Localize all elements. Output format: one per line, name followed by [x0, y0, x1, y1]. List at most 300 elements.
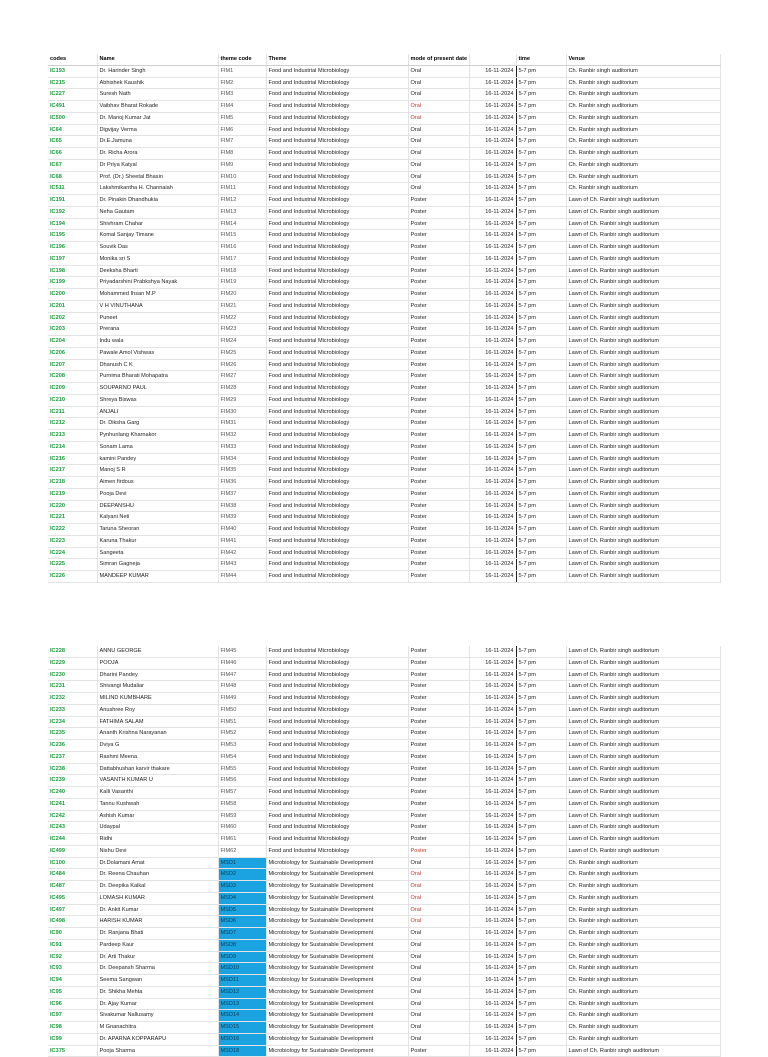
theme-code-cell: FIM10 [218, 171, 266, 183]
code-cell: IC222 [48, 524, 97, 536]
code-cell: IC203 [48, 324, 97, 336]
table-row [48, 524, 720, 536]
code-cell: IC92 [48, 951, 97, 963]
name-cell: Ashish Kumar [97, 810, 218, 822]
time-cell: 5-7 pm [516, 65, 566, 77]
theme-code-cell: FIM36 [218, 477, 266, 489]
name-cell: V H VINUTHANA [97, 300, 218, 312]
theme-cell: Food and Industrial Microbiology [266, 312, 408, 324]
mode-cell: Poster [408, 681, 469, 693]
name-cell: Abhishek Kaushik [97, 77, 218, 89]
date-cell: 16-11-2024 [469, 646, 516, 657]
date-cell: 16-11-2024 [469, 124, 516, 136]
table-row [48, 206, 720, 218]
name-cell: FATHIMA SALAM [97, 716, 218, 728]
mode-cell: Oral [408, 963, 469, 975]
time-cell: 5-7 pm [516, 892, 566, 904]
venue-cell: Ch. Ranbir singh auditorium [566, 159, 720, 171]
theme-cell: Food and Industrial Microbiology [266, 547, 408, 559]
name-cell: Prof. (Dr.) Sheetal Bhasin [97, 171, 218, 183]
code-cell: IC484 [48, 869, 97, 881]
mode-cell: Poster [408, 453, 469, 465]
venue-cell: Lawn of Ch. Ranbir singh auditorium [566, 477, 720, 489]
venue-cell: Ch. Ranbir singh auditorium [566, 183, 720, 195]
schedule-table [48, 54, 721, 583]
theme-cell: Food and Industrial Microbiology [266, 359, 408, 371]
date-cell: 16-11-2024 [469, 371, 516, 383]
theme-cell: Food and Industrial Microbiology [266, 242, 408, 254]
name-cell: ANJALI [97, 406, 218, 418]
code-cell: IC100 [48, 857, 97, 869]
mode-cell: Poster [408, 787, 469, 799]
theme-cell: Microbiology for Sustainable Development [266, 857, 408, 869]
time-cell: 5-7 pm [516, 230, 566, 242]
theme-cell: Food and Industrial Microbiology [266, 798, 408, 810]
theme-code-cell: MSD2 [218, 869, 266, 881]
name-cell: Dr. APARNA KOPPARAPU [97, 1033, 218, 1045]
venue-cell: Lawn of Ch. Ranbir singh auditorium [566, 218, 720, 230]
date-cell: 16-11-2024 [469, 500, 516, 512]
theme-code-cell: FIM44 [218, 571, 266, 583]
code-cell: IC202 [48, 312, 97, 324]
code-cell: IC231 [48, 681, 97, 693]
date-cell: 16-11-2024 [469, 693, 516, 705]
date-cell: 16-11-2024 [469, 810, 516, 822]
date-cell: 16-11-2024 [469, 1022, 516, 1034]
mode-cell: Poster [408, 218, 469, 230]
theme-cell: Food and Industrial Microbiology [266, 218, 408, 230]
code-cell: IC243 [48, 822, 97, 834]
venue-cell: Ch. Ranbir singh auditorium [566, 1010, 720, 1022]
name-cell: Rashmi Meena [97, 751, 218, 763]
table-row [48, 300, 720, 312]
mode-cell: Poster [408, 669, 469, 681]
date-cell: 16-11-2024 [469, 418, 516, 430]
time-cell: 5-7 pm [516, 312, 566, 324]
name-cell: Lakshmikantha H. Channaiah [97, 183, 218, 195]
table-row [48, 242, 720, 254]
code-cell: IC487 [48, 881, 97, 893]
theme-code-cell: MSD13 [218, 998, 266, 1010]
theme-cell: Microbiology for Sustainable Development [266, 1022, 408, 1034]
name-cell: Purnima Bharati Mohapatra [97, 371, 218, 383]
time-cell: 5-7 pm [516, 171, 566, 183]
time-cell: 5-7 pm [516, 289, 566, 301]
code-cell: IC498 [48, 916, 97, 928]
name-cell: Pooja Devi [97, 488, 218, 500]
table-row [48, 77, 720, 89]
mode-cell: Poster [408, 406, 469, 418]
time-cell: 5-7 pm [516, 242, 566, 254]
theme-code-cell: FIM1 [218, 65, 266, 77]
header-time: time [516, 54, 566, 65]
table-row [48, 963, 720, 975]
theme-cell: Microbiology for Sustainable Development [266, 928, 408, 940]
table-row [48, 265, 720, 277]
table-row [48, 834, 720, 846]
name-cell: Shreya Biswas [97, 394, 218, 406]
code-cell: IC511 [48, 183, 97, 195]
name-cell: Dhanush C K [97, 359, 218, 371]
theme-code-cell: FIM6 [218, 124, 266, 136]
table-row [48, 230, 720, 242]
name-cell: Komal Sanjay Timane [97, 230, 218, 242]
theme-cell: Food and Industrial Microbiology [266, 512, 408, 524]
time-cell: 5-7 pm [516, 324, 566, 336]
table-row [48, 347, 720, 359]
table-row [48, 704, 720, 716]
venue-cell: Ch. Ranbir singh auditorium [566, 986, 720, 998]
table-row [48, 881, 720, 893]
theme-code-cell: FIM28 [218, 383, 266, 395]
date-cell: 16-11-2024 [469, 253, 516, 265]
date-cell: 16-11-2024 [469, 681, 516, 693]
time-cell: 5-7 pm [516, 881, 566, 893]
theme-code-cell: MSD6 [218, 916, 266, 928]
theme-code-cell: FIM55 [218, 763, 266, 775]
theme-code-cell: FIM15 [218, 230, 266, 242]
table-row [48, 136, 720, 148]
code-cell: IC208 [48, 371, 97, 383]
date-cell: 16-11-2024 [469, 89, 516, 101]
venue-cell: Ch. Ranbir singh auditorium [566, 951, 720, 963]
venue-cell: Lawn of Ch. Ranbir singh auditorium [566, 845, 720, 857]
theme-code-cell: FIM38 [218, 500, 266, 512]
table-row [48, 312, 720, 324]
time-cell: 5-7 pm [516, 728, 566, 740]
table-row [48, 512, 720, 524]
table-row [48, 559, 720, 571]
date-cell: 16-11-2024 [469, 728, 516, 740]
table-row [48, 65, 720, 77]
theme-cell: Microbiology for Sustainable Development [266, 881, 408, 893]
venue-cell: Ch. Ranbir singh auditorium [566, 1022, 720, 1034]
table-row [48, 441, 720, 453]
name-cell: Dharini Pandey [97, 669, 218, 681]
code-cell: IC195 [48, 230, 97, 242]
theme-cell: Microbiology for Sustainable Development [266, 916, 408, 928]
code-cell: IC227 [48, 89, 97, 101]
code-cell: IC213 [48, 430, 97, 442]
table-row [48, 159, 720, 171]
table-row [48, 430, 720, 442]
venue-cell: Lawn of Ch. Ranbir singh auditorium [566, 300, 720, 312]
venue-cell: Ch. Ranbir singh auditorium [566, 136, 720, 148]
theme-cell: Food and Industrial Microbiology [266, 488, 408, 500]
theme-code-cell: FIM59 [218, 810, 266, 822]
venue-cell: Lawn of Ch. Ranbir singh auditorium [566, 787, 720, 799]
theme-code-cell: FIM30 [218, 406, 266, 418]
time-cell: 5-7 pm [516, 751, 566, 763]
date-cell: 16-11-2024 [469, 1010, 516, 1022]
venue-cell: Lawn of Ch. Ranbir singh auditorium [566, 359, 720, 371]
code-cell: IC223 [48, 535, 97, 547]
mode-cell: Poster [408, 359, 469, 371]
table-row [48, 253, 720, 265]
table-row [48, 693, 720, 705]
time-cell: 5-7 pm [516, 1045, 566, 1057]
venue-cell: Lawn of Ch. Ranbir singh auditorium [566, 657, 720, 669]
time-cell: 5-7 pm [516, 787, 566, 799]
date-cell: 16-11-2024 [469, 669, 516, 681]
table-row [48, 1045, 720, 1057]
date-cell: 16-11-2024 [469, 488, 516, 500]
theme-code-cell: FIM3 [218, 89, 266, 101]
table-row [48, 547, 720, 559]
theme-cell: Food and Industrial Microbiology [266, 195, 408, 207]
table-row [48, 277, 720, 289]
name-cell: Shivangi Mudaliar [97, 681, 218, 693]
theme-cell: Microbiology for Sustainable Development [266, 1045, 408, 1057]
theme-cell: Food and Industrial Microbiology [266, 171, 408, 183]
theme-code-cell: FIM46 [218, 657, 266, 669]
name-cell: Shivhram Chahar [97, 218, 218, 230]
date-cell: 16-11-2024 [469, 535, 516, 547]
date-cell: 16-11-2024 [469, 242, 516, 254]
theme-code-cell: FIM2 [218, 77, 266, 89]
theme-cell: Food and Industrial Microbiology [266, 657, 408, 669]
venue-cell: Lawn of Ch. Ranbir singh auditorium [566, 418, 720, 430]
date-cell: 16-11-2024 [469, 892, 516, 904]
date-cell: 16-11-2024 [469, 159, 516, 171]
name-cell: Prerana [97, 324, 218, 336]
theme-code-cell: MSD5 [218, 904, 266, 916]
venue-cell: Lawn of Ch. Ranbir singh auditorium [566, 834, 720, 846]
time-cell: 5-7 pm [516, 89, 566, 101]
mode-cell: Poster [408, 728, 469, 740]
code-cell: IC193 [48, 65, 97, 77]
name-cell: DEEPANSHU [97, 500, 218, 512]
table-row [48, 740, 720, 752]
code-cell: IC217 [48, 465, 97, 477]
venue-cell: Ch. Ranbir singh auditorium [566, 916, 720, 928]
theme-cell: Food and Industrial Microbiology [266, 524, 408, 536]
time-cell: 5-7 pm [516, 512, 566, 524]
name-cell: Pooja Sharma [97, 1045, 218, 1057]
date-cell: 16-11-2024 [469, 798, 516, 810]
table-row [48, 124, 720, 136]
theme-code-cell: FIM58 [218, 798, 266, 810]
date-cell: 16-11-2024 [469, 512, 516, 524]
mode-cell: Poster [408, 657, 469, 669]
time-cell: 5-7 pm [516, 646, 566, 657]
date-cell: 16-11-2024 [469, 1033, 516, 1045]
code-cell: IC216 [48, 453, 97, 465]
time-cell: 5-7 pm [516, 383, 566, 395]
theme-cell: Food and Industrial Microbiology [266, 693, 408, 705]
mode-cell: Oral [408, 148, 469, 160]
name-cell: Dr. Harinder Singh [97, 65, 218, 77]
code-cell: IC209 [48, 383, 97, 395]
time-cell: 5-7 pm [516, 834, 566, 846]
name-cell: Dr. Manoj Kumar Jat [97, 112, 218, 124]
name-cell: Digvijay Verma [97, 124, 218, 136]
theme-cell: Food and Industrial Microbiology [266, 324, 408, 336]
table-row [48, 928, 720, 940]
table-body [48, 65, 720, 582]
table-row [48, 669, 720, 681]
name-cell: Dr. Diksha Garg [97, 418, 218, 430]
theme-code-cell: FIM37 [218, 488, 266, 500]
theme-code-cell: FIM9 [218, 159, 266, 171]
theme-code-cell: MSD7 [218, 928, 266, 940]
date-cell: 16-11-2024 [469, 359, 516, 371]
theme-cell: Food and Industrial Microbiology [266, 289, 408, 301]
table-row [48, 535, 720, 547]
table-row [48, 716, 720, 728]
date-cell: 16-11-2024 [469, 218, 516, 230]
date-cell: 16-11-2024 [469, 559, 516, 571]
name-cell: Ridhi [97, 834, 218, 846]
venue-cell: Lawn of Ch. Ranbir singh auditorium [566, 441, 720, 453]
theme-cell: Food and Industrial Microbiology [266, 465, 408, 477]
theme-cell: Microbiology for Sustainable Development [266, 975, 408, 987]
mode-cell: Oral [408, 1033, 469, 1045]
time-cell: 5-7 pm [516, 77, 566, 89]
table-row [48, 1033, 720, 1045]
mode-cell: Poster [408, 559, 469, 571]
date-cell: 16-11-2024 [469, 716, 516, 728]
code-cell: IC244 [48, 834, 97, 846]
table-row [48, 571, 720, 583]
time-cell: 5-7 pm [516, 951, 566, 963]
mode-cell: Poster [408, 763, 469, 775]
theme-cell: Microbiology for Sustainable Development [266, 869, 408, 881]
code-cell: IC197 [48, 253, 97, 265]
theme-cell: Microbiology for Sustainable Development [266, 963, 408, 975]
theme-cell: Food and Industrial Microbiology [266, 101, 408, 113]
code-cell: IC236 [48, 740, 97, 752]
theme-cell: Food and Industrial Microbiology [266, 453, 408, 465]
theme-code-cell: MSD11 [218, 975, 266, 987]
time-cell: 5-7 pm [516, 845, 566, 857]
table-row [48, 394, 720, 406]
code-cell: IC230 [48, 669, 97, 681]
mode-cell: Poster [408, 740, 469, 752]
theme-cell: Food and Industrial Microbiology [266, 441, 408, 453]
theme-cell: Food and Industrial Microbiology [266, 148, 408, 160]
time-cell: 5-7 pm [516, 148, 566, 160]
time-cell: 5-7 pm [516, 798, 566, 810]
mode-cell: Poster [408, 312, 469, 324]
theme-cell: Food and Industrial Microbiology [266, 347, 408, 359]
theme-cell: Food and Industrial Microbiology [266, 124, 408, 136]
time-cell: 5-7 pm [516, 488, 566, 500]
theme-code-cell: FIM40 [218, 524, 266, 536]
code-cell: IC233 [48, 704, 97, 716]
mode-cell: Poster [408, 242, 469, 254]
theme-code-cell: FIM56 [218, 775, 266, 787]
venue-cell: Lawn of Ch. Ranbir singh auditorium [566, 512, 720, 524]
name-cell: Neha Gautam [97, 206, 218, 218]
venue-cell: Ch. Ranbir singh auditorium [566, 904, 720, 916]
table-body [48, 646, 720, 1057]
theme-cell: Food and Industrial Microbiology [266, 681, 408, 693]
name-cell: Dr. Deepansh Sharma [97, 963, 218, 975]
table-row [48, 418, 720, 430]
theme-code-cell: FIM19 [218, 277, 266, 289]
table-row [48, 845, 720, 857]
name-cell: Deeksha Bharti [97, 265, 218, 277]
table-row [48, 869, 720, 881]
venue-cell: Lawn of Ch. Ranbir singh auditorium [566, 406, 720, 418]
header-venue: Venue [566, 54, 720, 65]
mode-cell: Oral [408, 1010, 469, 1022]
date-cell: 16-11-2024 [469, 277, 516, 289]
theme-code-cell: MSD16 [218, 1033, 266, 1045]
venue-cell: Lawn of Ch. Ranbir singh auditorium [566, 763, 720, 775]
date-cell: 16-11-2024 [469, 740, 516, 752]
date-cell: 16-11-2024 [469, 65, 516, 77]
date-cell: 16-11-2024 [469, 289, 516, 301]
theme-cell: Food and Industrial Microbiology [266, 336, 408, 348]
table-row [48, 371, 720, 383]
date-cell: 16-11-2024 [469, 1045, 516, 1057]
theme-code-cell: FIM62 [218, 845, 266, 857]
code-cell: IC239 [48, 775, 97, 787]
time-cell: 5-7 pm [516, 928, 566, 940]
mode-cell: Poster [408, 775, 469, 787]
venue-cell: Ch. Ranbir singh auditorium [566, 998, 720, 1010]
time-cell: 5-7 pm [516, 547, 566, 559]
mode-cell: Poster [408, 1045, 469, 1057]
table-row [48, 939, 720, 951]
theme-code-cell: FIM31 [218, 418, 266, 430]
theme-cell: Food and Industrial Microbiology [266, 751, 408, 763]
code-cell: IC64 [48, 124, 97, 136]
name-cell: Dr. Pinakin Dhandhukia [97, 195, 218, 207]
date-cell: 16-11-2024 [469, 904, 516, 916]
theme-cell: Food and Industrial Microbiology [266, 112, 408, 124]
venue-cell: Lawn of Ch. Ranbir singh auditorium [566, 265, 720, 277]
code-cell: IC99 [48, 1033, 97, 1045]
time-cell: 5-7 pm [516, 277, 566, 289]
date-cell: 16-11-2024 [469, 763, 516, 775]
time-cell: 5-7 pm [516, 136, 566, 148]
theme-cell: Food and Industrial Microbiology [266, 406, 408, 418]
venue-cell: Lawn of Ch. Ranbir singh auditorium [566, 465, 720, 477]
venue-cell: Ch. Ranbir singh auditorium [566, 112, 720, 124]
theme-cell: Microbiology for Sustainable Development [266, 986, 408, 998]
theme-code-cell: FIM25 [218, 347, 266, 359]
code-cell: IC228 [48, 646, 97, 657]
time-cell: 5-7 pm [516, 101, 566, 113]
table-row [48, 657, 720, 669]
mode-cell: Poster [408, 383, 469, 395]
venue-cell: Lawn of Ch. Ranbir singh auditorium [566, 289, 720, 301]
date-cell: 16-11-2024 [469, 441, 516, 453]
table-row [48, 998, 720, 1010]
code-cell: IC229 [48, 657, 97, 669]
venue-cell: Lawn of Ch. Ranbir singh auditorium [566, 324, 720, 336]
name-cell: Dviya G [97, 740, 218, 752]
date-cell: 16-11-2024 [469, 951, 516, 963]
mode-cell: Poster [408, 488, 469, 500]
code-cell: IC96 [48, 998, 97, 1010]
code-cell: IC212 [48, 418, 97, 430]
time-cell: 5-7 pm [516, 359, 566, 371]
theme-code-cell: FIM23 [218, 324, 266, 336]
mode-cell: Poster [408, 834, 469, 846]
name-cell: Aimen firdous [97, 477, 218, 489]
code-cell: IC98 [48, 1022, 97, 1034]
table-row [48, 183, 720, 195]
time-cell: 5-7 pm [516, 183, 566, 195]
mode-cell: Poster [408, 195, 469, 207]
mode-cell: Poster [408, 704, 469, 716]
theme-cell: Food and Industrial Microbiology [266, 430, 408, 442]
time-cell: 5-7 pm [516, 939, 566, 951]
